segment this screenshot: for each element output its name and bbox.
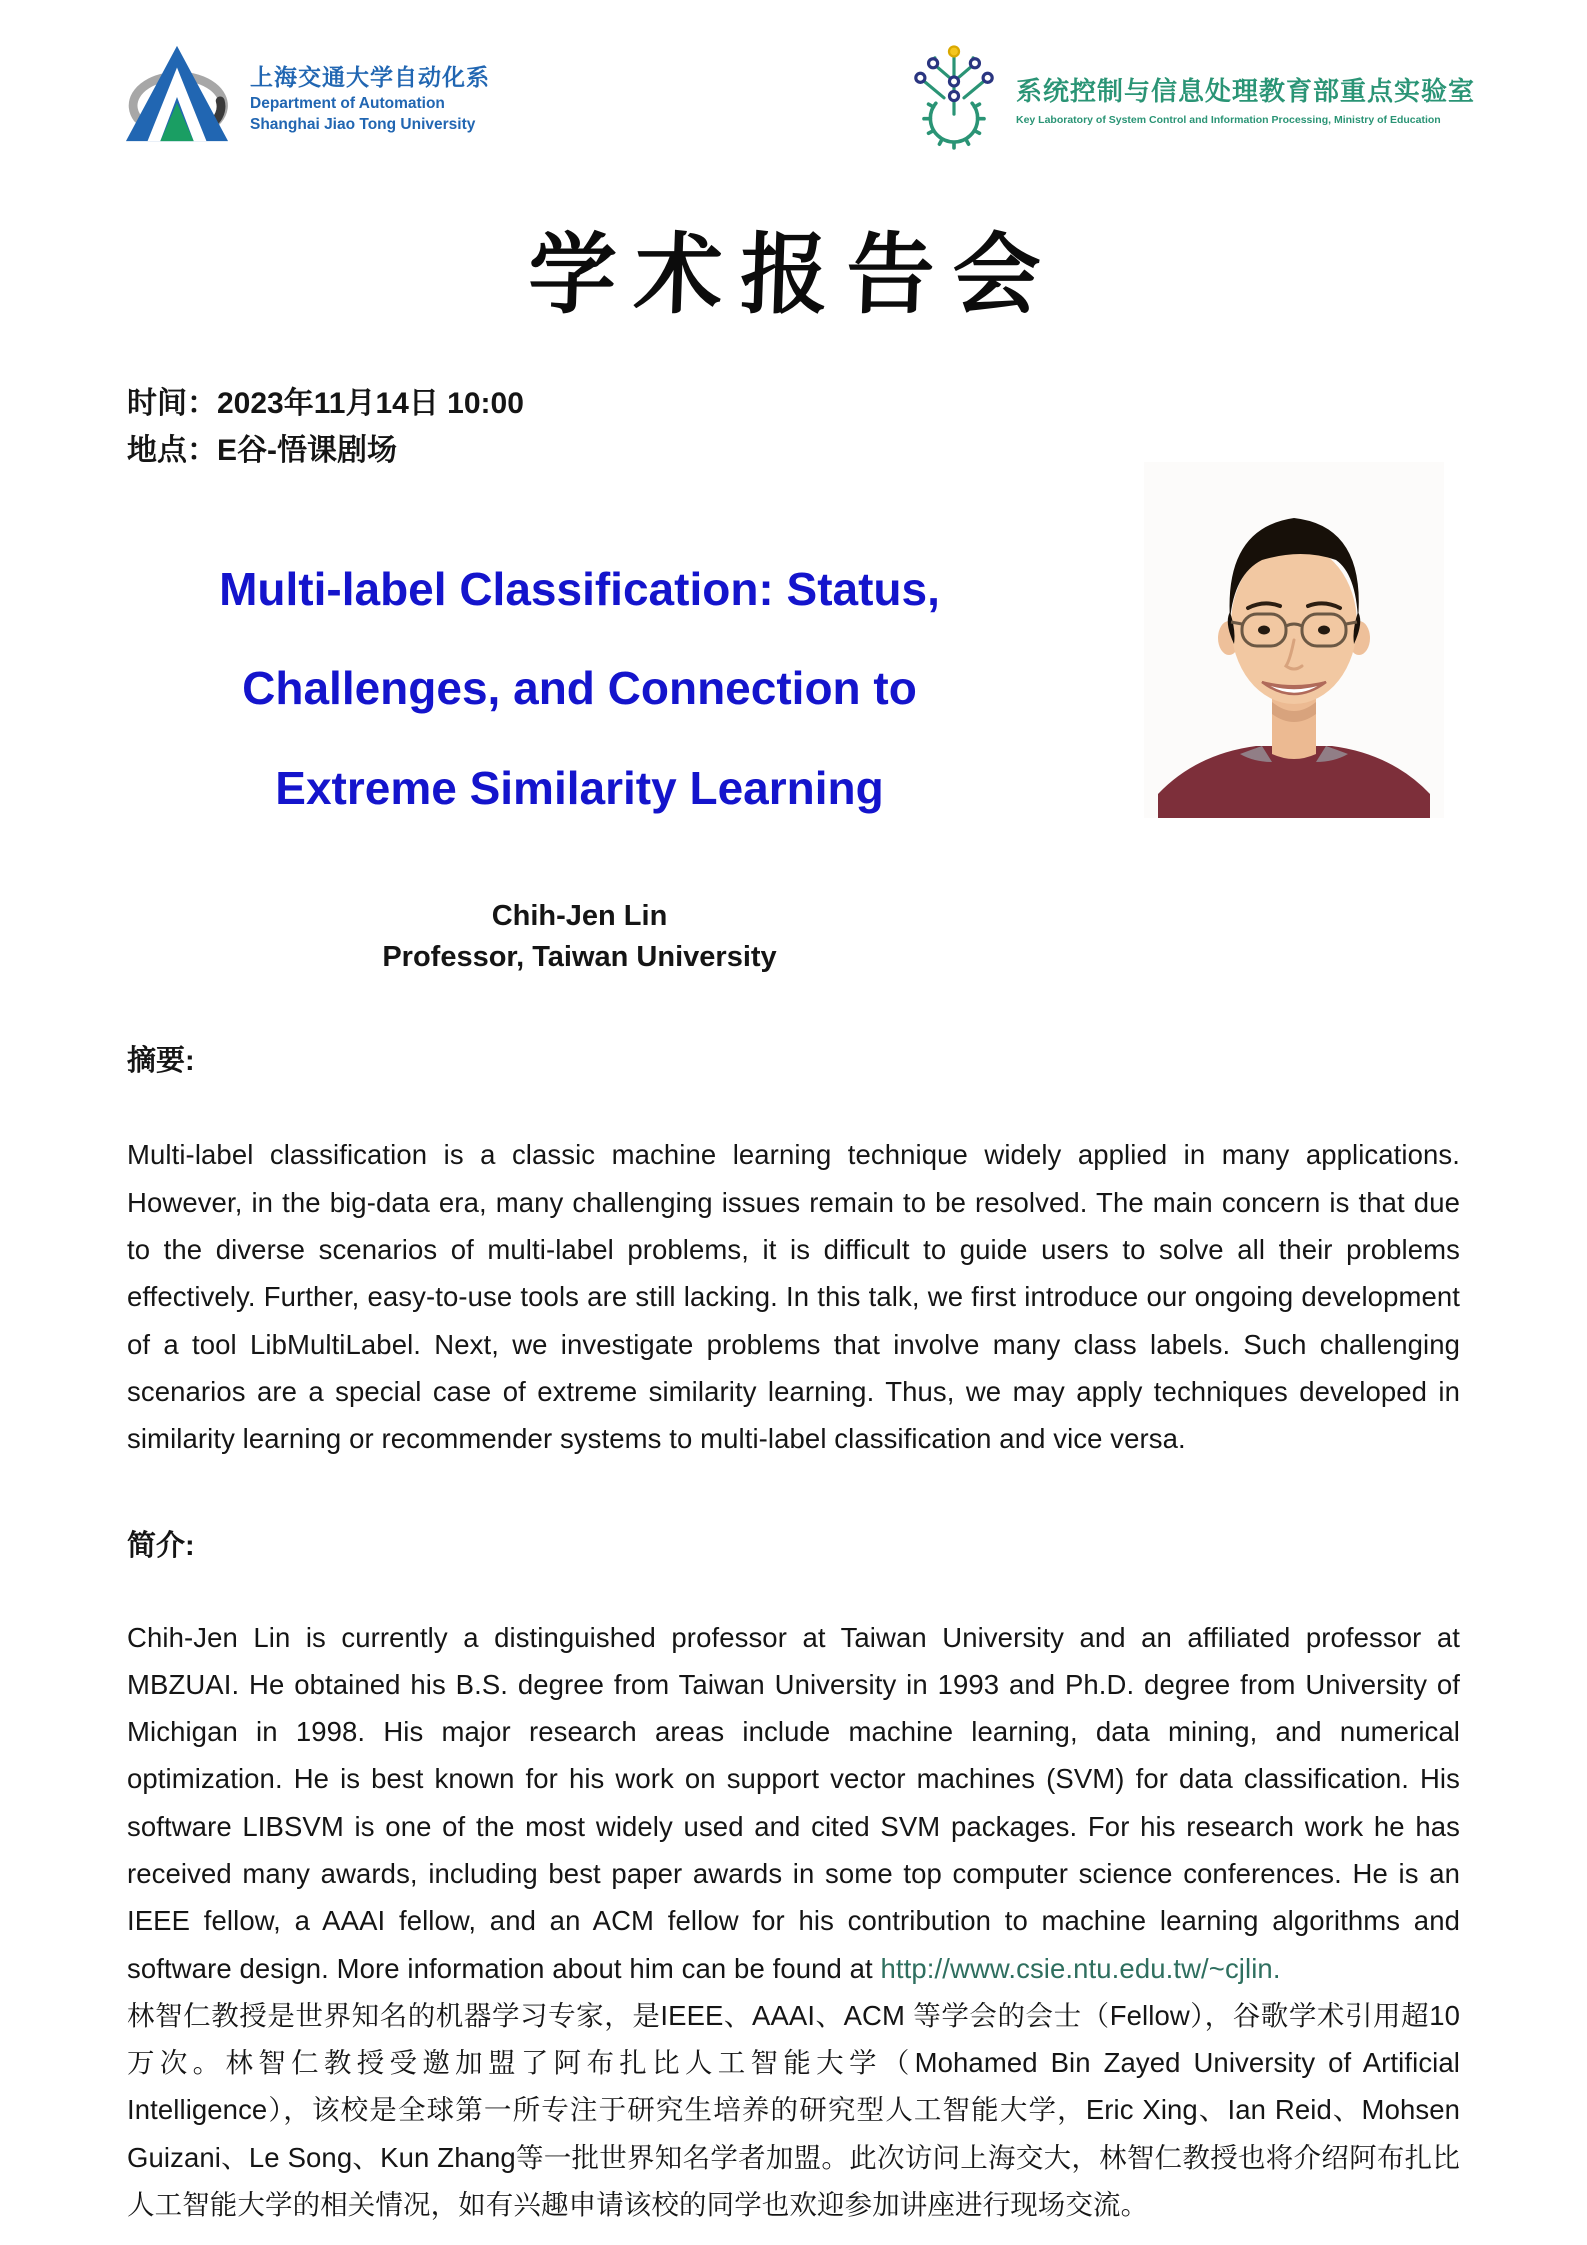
talk-column (127, 540, 1032, 978)
banner-title: 学术报告会 (526, 222, 1061, 326)
cjlin-homepage-link[interactable]: http://www.csie.ntu.edu.tw/~cjlin. (880, 1952, 1281, 1984)
sjtu-logo-text (250, 59, 490, 134)
abstract-heading: 摘要: (127, 1045, 195, 1078)
talk-title-line-1: Multi-label Classification: Status, (219, 563, 940, 615)
key-lab-cn: 系统控制与信息处理教育部重点实验室 (1015, 76, 1475, 106)
bio-body-en: Chih-Jen Lin is currently a distinguished professor at Taiwan University and an affiliated professor at MBZUAI. He obtained his B.S. degree from Taiwan University in 1993 and Ph.D. degree from University of Michigan in 1998. His major research areas include machine learning, data mining, and numerical optimization. He is best known for his work on support vector machines (SVM) for data classification. His software LIBSVM is one of the most widely used and cited SVM packages. For his research work he has received many awards, including best paper awards in some top computer science conferences. He is an IEEE fellow, a AAAI fellow, and an ACM fellow for his contribution to machine learning algorithms and software design. More information about him can be found at (127, 1621, 1460, 1984)
key-lab-text (1016, 71, 1475, 126)
talk-title-line-2: Challenges, and Connection to (242, 662, 917, 715)
talk-header-row (127, 540, 1460, 978)
meta-block (127, 381, 1460, 474)
place-label: 地点： (127, 433, 217, 467)
talk-title-line-3: Extreme Similarity Learning (275, 761, 884, 814)
bio-body-cn: 林智仁教授是世界知名的机器学习专家，是IEEE、AAAI、ACM 等学会的会士（Fellow），谷歌学术引用超10万次。林智仁教授受邀加盟了阿布扎比人工智能大学（Mohamed Bin Zayed University of Artificial Intelligence），该校是全球第一所专注于研究生培养的研究型人工智能大学，Eric Xing、Ian Reid、Mohsen Guizani、Le Song、Kun Zhang等一批世界知名学者加盟。此次访问上海交大，林智仁教授也将介绍阿布扎比人工智能大学的相关情况，如有兴趣申请该校的同学也欢迎参加讲座进行现场交流。 (127, 1999, 1460, 2221)
circuit-gear-icon (904, 40, 1004, 157)
sjtu-triangle-icon (118, 40, 236, 153)
place-value: E谷-悟课剧场 (217, 433, 397, 467)
key-lab-en: Key Laboratory of System Control and Information Processing, Ministry of Education (1015, 114, 1441, 126)
abstract-body: Multi-label classification is a classic machine learning technique widely applied in many applications. However, in the big-data era, many challenging issues remain to be resolved. The main concern is that due to the diverse scenarios of multi-label problems, it is difficult to guide users to solve all their problems effectively. Further, easy-to-use tools are still lacking. In this talk, we first introduce our ongoing development of a tool LibMultiLabel. Next, we investigate problems that involve many class labels. Such challenging scenarios are a special case of extreme similarity learning. Thus, we may apply techniques developed in similarity learning or recommender systems to multi-label classification and vice versa. (127, 1139, 1460, 1455)
sjtu-automation-logo (118, 40, 490, 153)
speaker-affiliation: Professor, Taiwan University (382, 941, 777, 974)
time-value: 2023年11月14日 10:00 (217, 387, 524, 420)
speaker-block (127, 896, 1032, 978)
header (0, 0, 1587, 157)
talk-title (127, 540, 1032, 838)
meta-time (127, 381, 1460, 428)
sjtu-dept-en1: Department of Automation (250, 95, 445, 113)
bio-body (127, 1614, 1460, 2229)
sjtu-dept-en2: Shanghai Jiao Tong University (250, 116, 476, 133)
time-label: 时间： (127, 387, 217, 420)
sjtu-dept-cn: 上海交通大学自动化系 (250, 64, 490, 91)
bio-heading: 简介: (127, 1529, 195, 1562)
key-lab-logo (904, 40, 1475, 157)
speaker-name: Chih-Jen Lin (491, 900, 668, 933)
speaker-portrait (1144, 462, 1444, 818)
